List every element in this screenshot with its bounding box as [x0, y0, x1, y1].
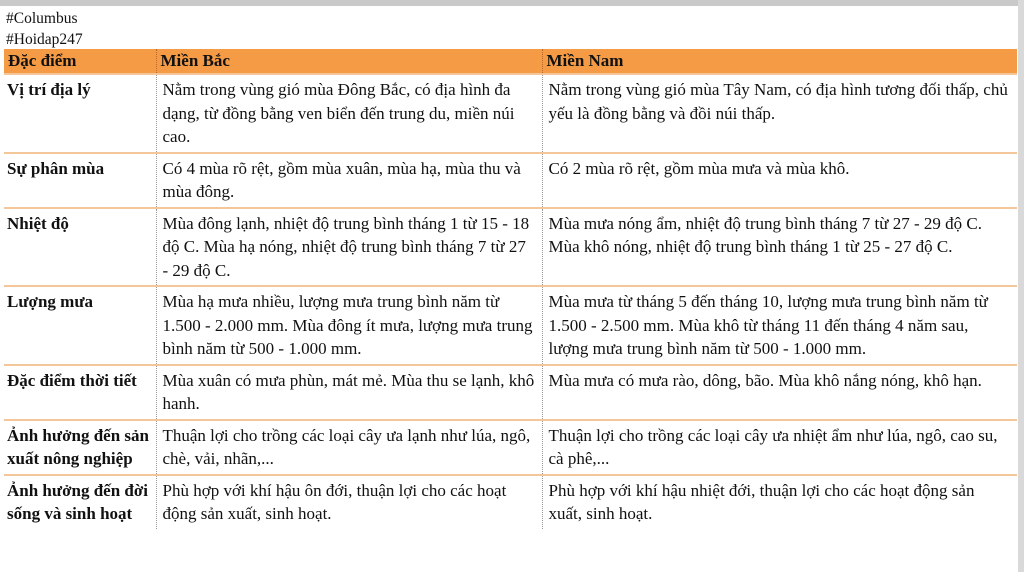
- right-edge: [1018, 0, 1024, 572]
- table-row: [4, 420, 1017, 475]
- table-row: [4, 153, 1017, 208]
- table-row: [4, 286, 1017, 365]
- south-cell: Mùa mưa nóng ẩm, nhiệt độ trung bình tháng 7 từ 27 - 29 độ C. Mùa khô nóng, nhiệt độ trung bình tháng 1 từ 25 - 27 độ C.: [542, 208, 1017, 287]
- row-label: Sự phân mùa: [4, 153, 156, 208]
- row-label: Ảnh hưởng đến sản xuất nông nghiệp: [4, 420, 156, 475]
- row-label: Đặc điểm thời tiết: [4, 365, 156, 420]
- north-cell: Mùa xuân có mưa phùn, mát mẻ. Mùa thu se lạnh, khô hanh.: [156, 365, 542, 420]
- header-north: Miền Bắc: [156, 49, 542, 74]
- north-cell: Thuận lợi cho trồng các loại cây ưa lạnh như lúa, ngô, chè, vải, nhãn,...: [156, 420, 542, 475]
- row-label: Vị trí địa lý: [4, 74, 156, 153]
- north-cell: Nằm trong vùng gió mùa Đông Bắc, có địa hình đa dạng, từ đồng bằng ven biển đến trung du, miền núi cao.: [156, 74, 542, 153]
- south-cell: Phù hợp với khí hậu nhiệt đới, thuận lợi cho các hoạt động sản xuất, sinh hoạt.: [542, 475, 1017, 529]
- south-cell: Mùa mưa từ tháng 5 đến tháng 10, lượng mưa trung bình năm từ 1.500 - 2.500 mm. Mùa khô từ tháng 11 đến tháng 4 năm sau, lượng mưa trung bình năm từ 500 - 1.000 mm.: [542, 286, 1017, 365]
- hashtag-columbus: #Columbus: [6, 10, 78, 27]
- row-label: Lượng mưa: [4, 286, 156, 365]
- north-cell: Mùa đông lạnh, nhiệt độ trung bình tháng 1 từ 15 - 18 độ C. Mùa hạ nóng, nhiệt độ trung bình tháng 7 từ 27 - 29 độ C.: [156, 208, 542, 287]
- hashtags: [6, 8, 83, 50]
- row-label: Nhiệt độ: [4, 208, 156, 287]
- north-cell: Phù hợp với khí hậu ôn đới, thuận lợi cho các hoạt động sản xuất, sinh hoạt.: [156, 475, 542, 529]
- header-row: [4, 49, 1017, 74]
- row-label: Ảnh hưởng đến đời sống và sinh hoạt: [4, 475, 156, 529]
- north-cell: Có 4 mùa rõ rệt, gồm mùa xuân, mùa hạ, mùa thu và mùa đông.: [156, 153, 542, 208]
- north-cell: Mùa hạ mưa nhiều, lượng mưa trung bình năm từ 1.500 - 2.000 mm. Mùa đông ít mưa, lượng mưa trung bình năm từ 500 - 1.000 mm.: [156, 286, 542, 365]
- table-row: [4, 74, 1017, 153]
- comparison-table: [4, 49, 1017, 529]
- header-feature: Đặc điểm: [4, 49, 156, 74]
- table-row: [4, 475, 1017, 529]
- south-cell: Thuận lợi cho trồng các loại cây ưa nhiệt ẩm như lúa, ngô, cao su, cà phê,...: [542, 420, 1017, 475]
- table-row: [4, 208, 1017, 287]
- south-cell: Nằm trong vùng gió mùa Tây Nam, có địa hình tương đối thấp, chủ yếu là đồng bằng và đồi núi thấp.: [542, 74, 1017, 153]
- window-top-bar: [0, 0, 1024, 6]
- south-cell: Mùa mưa có mưa rào, dông, bão. Mùa khô nắng nóng, khô hạn.: [542, 365, 1017, 420]
- south-cell: Có 2 mùa rõ rệt, gồm mùa mưa và mùa khô.: [542, 153, 1017, 208]
- table-row: [4, 365, 1017, 420]
- header-south: Miền Nam: [542, 49, 1017, 74]
- hashtag-hoidap247: #Hoidap247: [6, 31, 83, 48]
